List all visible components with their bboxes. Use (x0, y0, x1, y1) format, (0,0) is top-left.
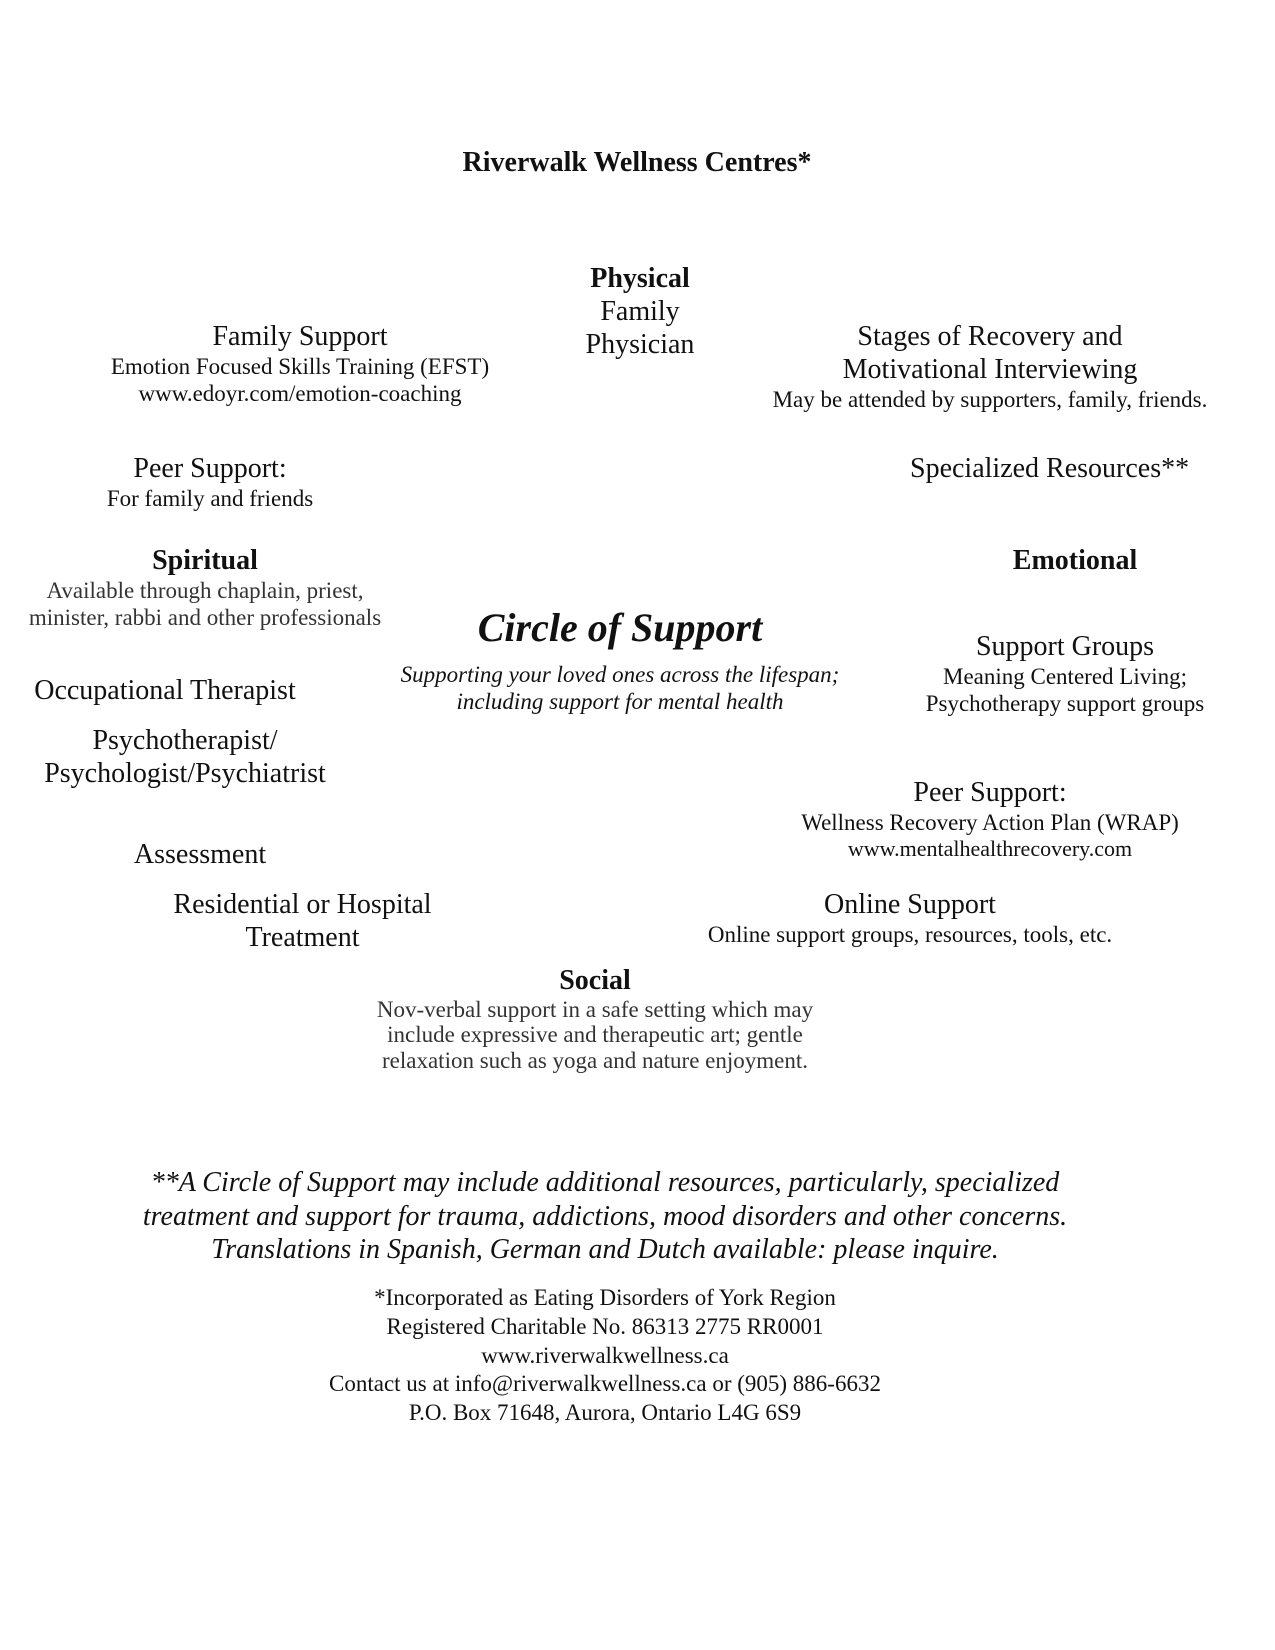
support-groups-line: Psychotherapy support groups (925, 691, 1205, 717)
website-link[interactable]: www.riverwalkwellness.ca (481, 1342, 729, 1368)
wrap-line: Wellness Recovery Action Plan (WRAP) (801, 810, 1179, 836)
contact-line: Registered Charitable No. 86313 2775 RR0001 (386, 1313, 824, 1339)
peer-support-heading: Peer Support: (913, 777, 1067, 808)
assessment: Assessment (133, 839, 267, 870)
circle-of-support (360, 604, 880, 715)
footnote-line: **A Circle of Support may include additional resources, particularly, specialized (150, 1167, 1060, 1198)
family-support-line: Emotion Focused Skills Training (EFST) (110, 354, 490, 380)
peer-support-family-section (60, 452, 360, 512)
support-groups-section (905, 630, 1225, 717)
psychotherapist-line: Psychologist/Psychiatrist (44, 758, 326, 790)
family-support-heading: Family Support (212, 321, 388, 352)
page-title: Riverwalk Wellness Centres* (462, 147, 812, 178)
support-groups-heading: Support Groups (975, 631, 1155, 662)
contact-info (255, 1284, 955, 1428)
circle-title: Circle of Support (477, 605, 763, 650)
peer-support-wrap-section (780, 776, 1200, 862)
physical-line: Physician (585, 329, 695, 361)
social-line: relaxation such as yoga and nature enjoyment. (382, 1047, 808, 1073)
footnote (80, 1166, 1130, 1267)
residential-section (160, 888, 445, 954)
residential-line: Treatment (245, 922, 360, 954)
occupational-therapist: Occupational Therapist (34, 675, 296, 706)
footnote-line: treatment and support for trauma, addictions, mood disorders and other concerns. (142, 1200, 1068, 1232)
family-support-section (70, 320, 530, 407)
stages-section (730, 320, 1250, 413)
social-line: include expressive and therapeutic art; gentle (387, 1022, 803, 1048)
stages-line: Motivational Interviewing (842, 354, 1138, 386)
circle-subtitle: Supporting your loved ones across the lifespan; (400, 662, 840, 688)
emotional-heading: Emotional (1012, 545, 1138, 576)
residential-line: Residential or Hospital (173, 889, 432, 920)
social-heading: Social (559, 965, 631, 996)
spiritual-line: Available through chaplain, priest, (46, 578, 364, 604)
physical-section (520, 262, 760, 361)
physical-heading: Physical (590, 263, 690, 294)
psychotherapist-line: Psychotherapist/ (92, 725, 278, 756)
spiritual-line: minister, rabbi and other professionals (28, 605, 382, 631)
stages-note: May be attended by supporters, family, friends. (772, 387, 1208, 413)
family-support-link[interactable]: www.edoyr.com/emotion-coaching (138, 381, 462, 407)
peer-support-heading: Peer Support: (133, 453, 287, 484)
spiritual-heading: Spiritual (152, 545, 258, 576)
psychotherapist-section (30, 724, 340, 790)
contact-address: P.O. Box 71648, Aurora, Ontario L4G 6S9 (408, 1400, 802, 1425)
online-support-heading: Online Support (824, 889, 996, 920)
circle-subtitle: including support for mental health (456, 689, 784, 715)
contact-line: *Incorporated as Eating Disorders of York Region (374, 1285, 836, 1310)
stages-line: Stages of Recovery and (857, 321, 1123, 352)
contact-email-phone[interactable]: Contact us at info@riverwalkwellness.ca or (905) 886-6632 (329, 1371, 881, 1397)
online-support-section (680, 888, 1140, 948)
spiritual-section (10, 544, 400, 631)
physical-line: Family (600, 296, 680, 328)
online-support-note: Online support groups, resources, tools, etc. (707, 922, 1113, 948)
footnote-line: Translations in Spanish, German and Dutch available: please inquire. (211, 1234, 999, 1266)
social-line: Nov-verbal support in a safe setting which may (376, 997, 814, 1023)
peer-support-note: For family and friends (106, 486, 314, 512)
support-groups-line: Meaning Centered Living; (943, 664, 1187, 690)
social-section (365, 964, 825, 1073)
specialized-resources: Specialized Resources** (910, 453, 1190, 484)
wrap-link[interactable]: www.mentalhealthrecovery.com (847, 836, 1133, 862)
